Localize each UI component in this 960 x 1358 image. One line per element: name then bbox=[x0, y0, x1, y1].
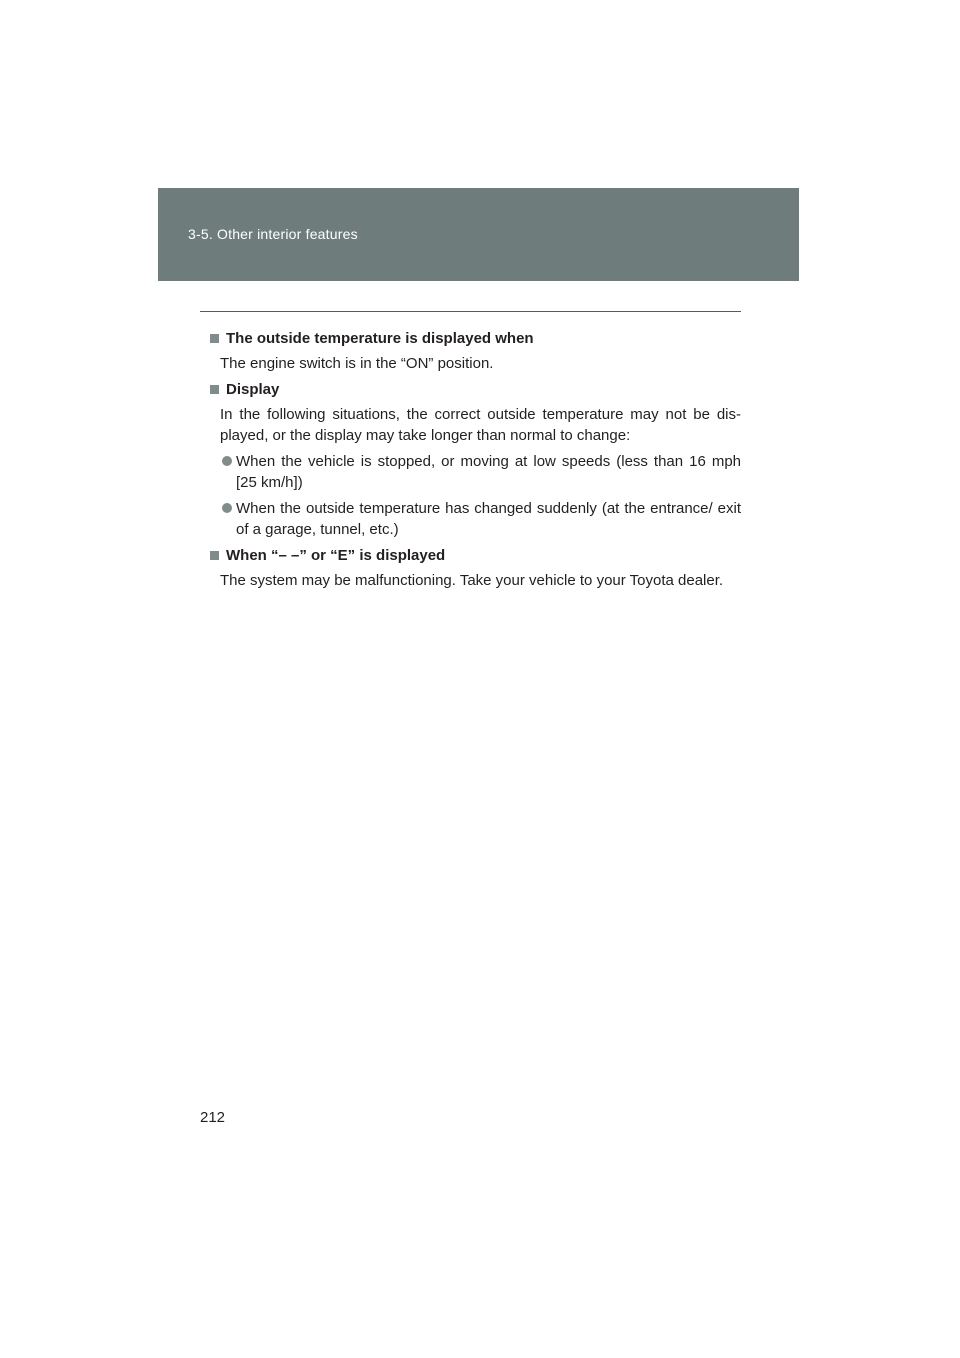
content bbox=[200, 328, 741, 596]
section-heading bbox=[200, 379, 741, 400]
heading-text: Display bbox=[226, 381, 280, 398]
page-number: 212 bbox=[200, 1109, 226, 1126]
bullet-item bbox=[220, 451, 741, 493]
bullet-text: When the outside temperature has changed suddenly (at the entrance/ exit of a garage, tunnel, etc.) bbox=[236, 500, 741, 538]
square-icon bbox=[210, 551, 219, 560]
body-paragraph: The engine switch is in the “ON” position. bbox=[220, 355, 494, 372]
section-heading bbox=[200, 545, 741, 566]
square-icon bbox=[210, 385, 219, 394]
bullet-item bbox=[220, 498, 741, 540]
heading-text: When “– –” or “E” is displayed bbox=[226, 547, 446, 564]
section-label: 3-5. Other interior features bbox=[188, 226, 358, 242]
circle-icon bbox=[222, 456, 232, 466]
section-heading bbox=[200, 328, 741, 349]
square-icon bbox=[210, 334, 219, 343]
body-paragraph: In the following situations, the correct outside temperature may not be dis-played, or the display may take longer than normal to change: bbox=[220, 406, 741, 444]
header-band bbox=[158, 188, 799, 281]
divider-rule bbox=[200, 311, 741, 312]
heading-text: The outside temperature is displayed when bbox=[226, 330, 534, 347]
bullet-text: When the vehicle is stopped, or moving at low speeds (less than 16 mph [25 km/h]) bbox=[236, 453, 741, 491]
body-paragraph: The system may be malfunctioning. Take your vehicle to your Toyota dealer. bbox=[220, 572, 724, 589]
circle-icon bbox=[222, 503, 232, 513]
